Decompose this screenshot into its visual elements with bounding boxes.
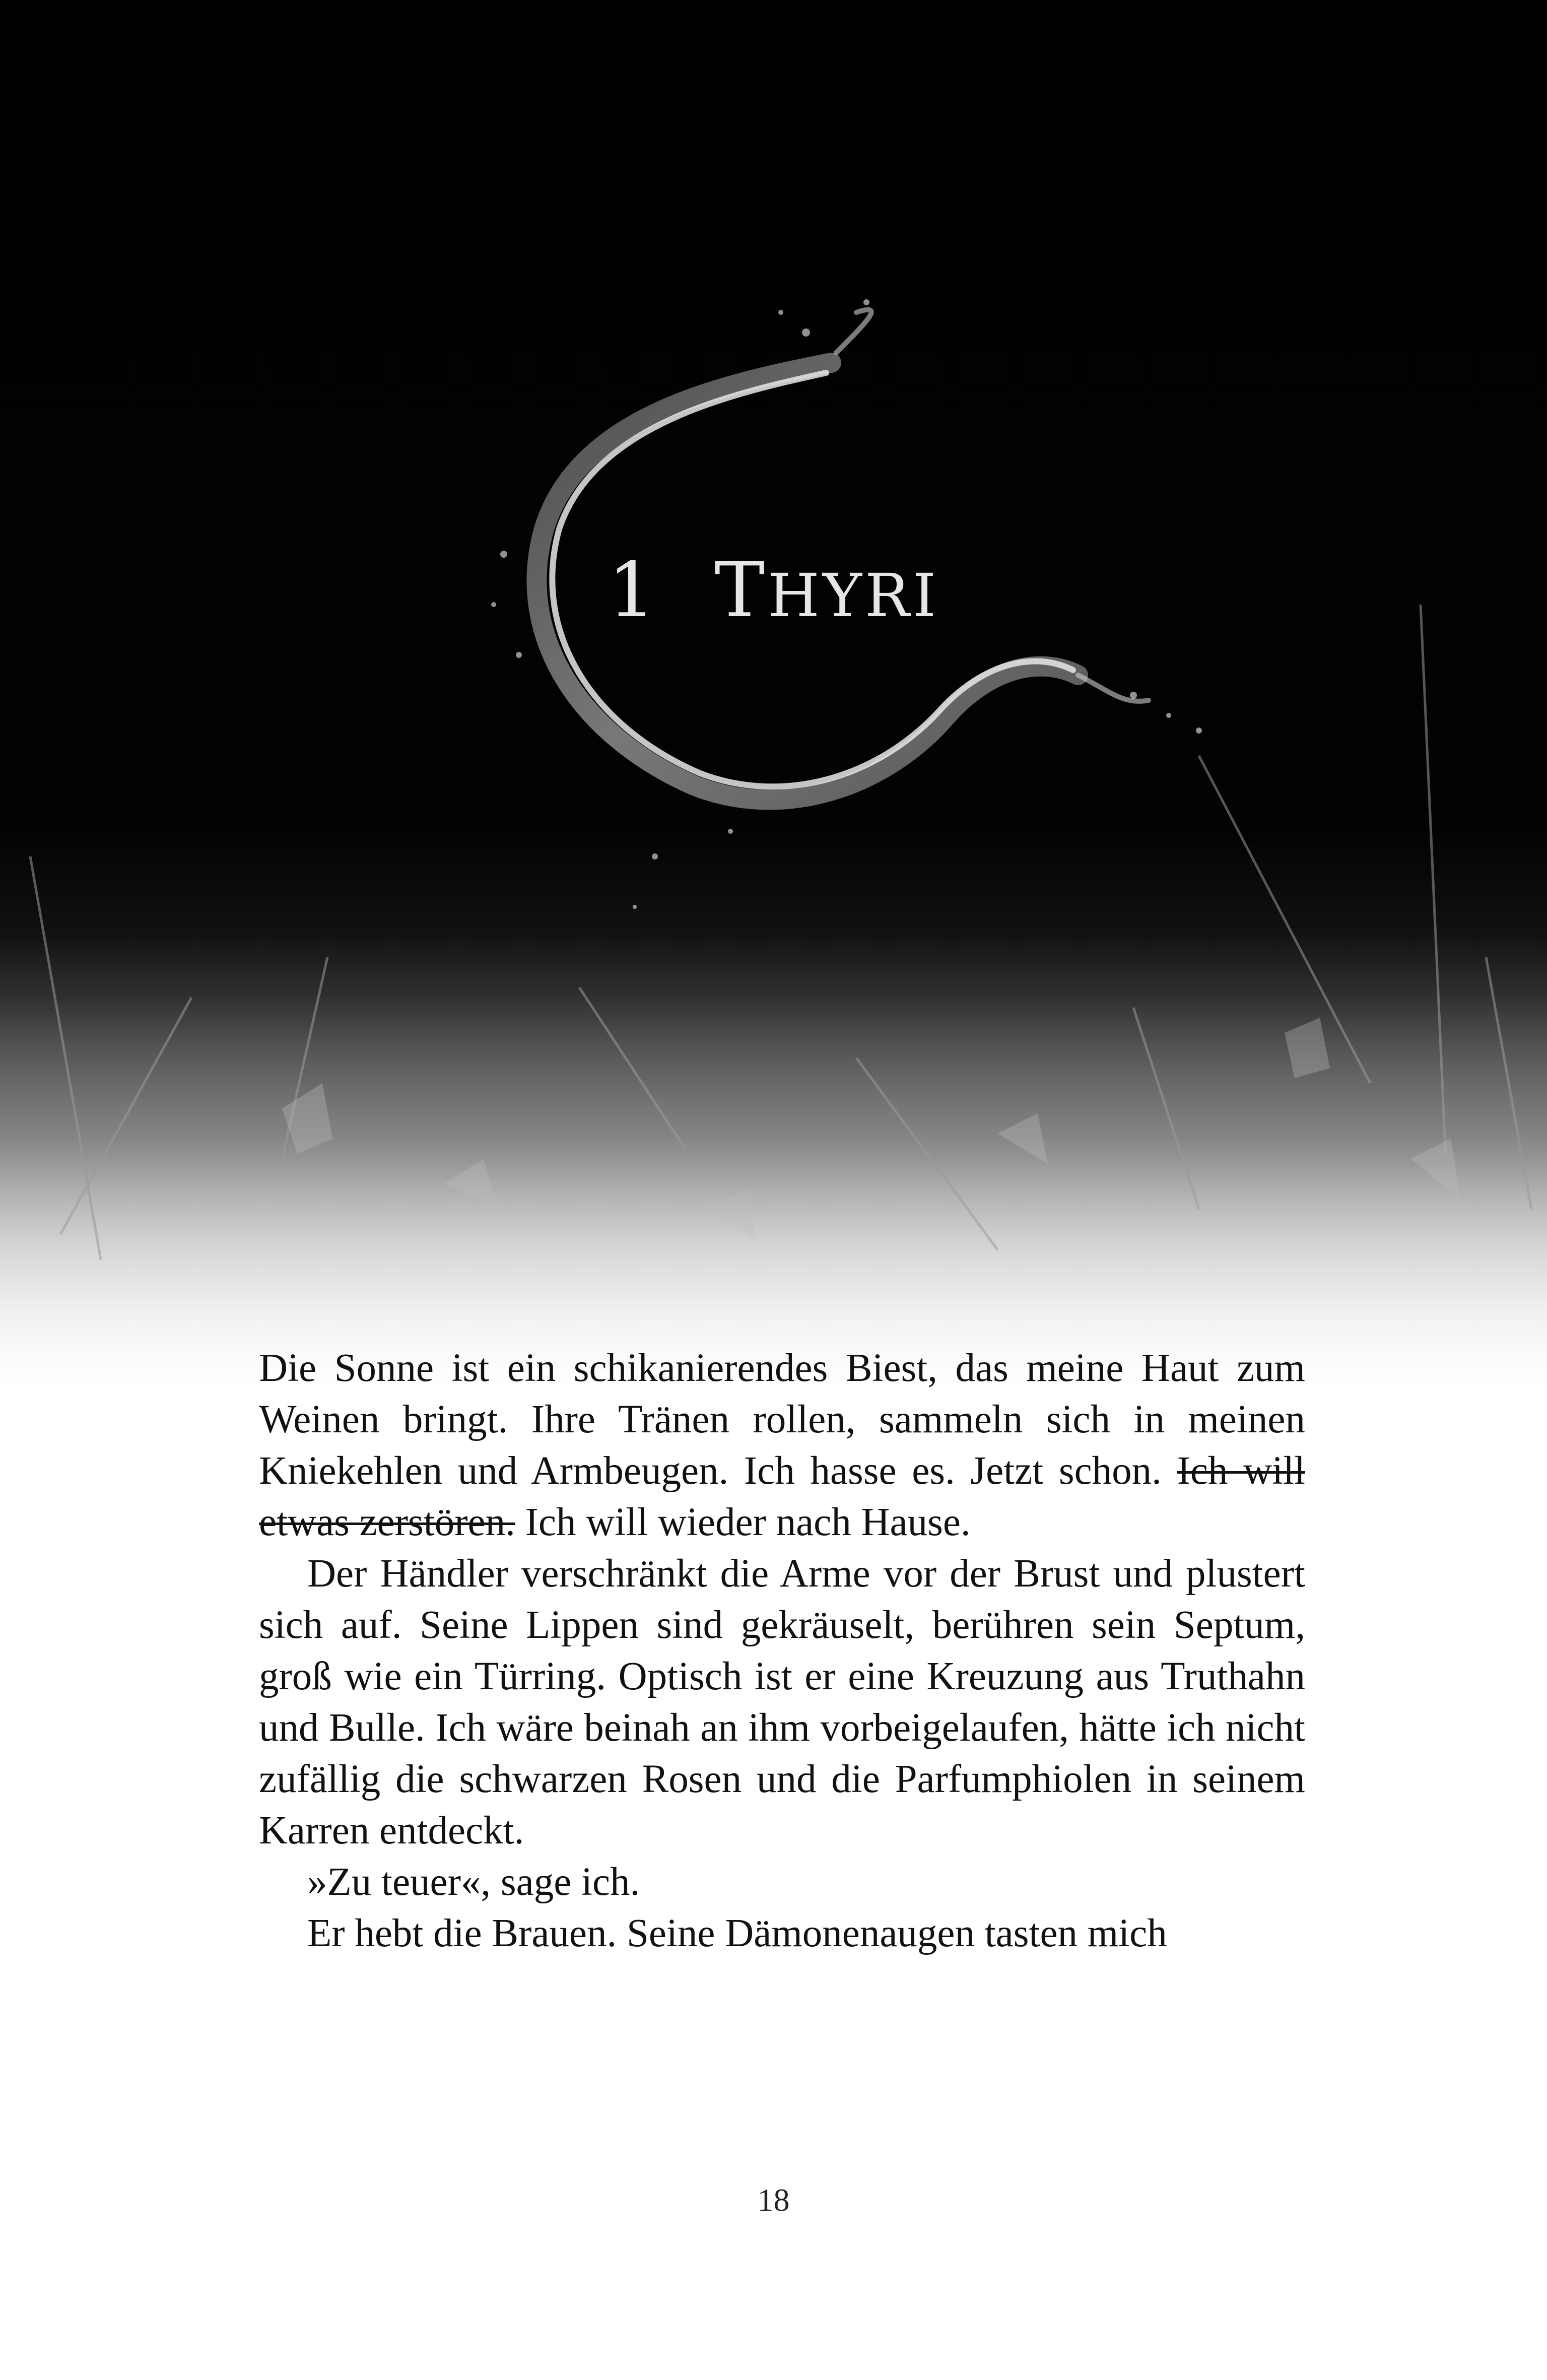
paragraph-1: [259, 1343, 1305, 1548]
paragraph-3: »Zu teuer«, sage ich.: [307, 1860, 640, 1904]
page-number: 18: [757, 2182, 790, 2218]
body-text: [259, 1343, 1305, 1959]
chapter-title-rest: HYRI: [768, 561, 939, 630]
chapter-heading: [0, 547, 1547, 634]
paragraph-1-after: Ich will wieder nach Hause.: [515, 1500, 971, 1544]
paragraph-1-before: Die Sonne ist ein schikanierendes Biest, das meine Haut zum Weinen bringt. Ihre Tränen rollen, sammeln sich in meinen Kniekehlen und Armbeugen. Ich hasse es. Jetzt schon.: [259, 1346, 1305, 1493]
chapter-title-initial: T: [714, 547, 768, 634]
struck-sentence: Ich will etwas zerstören.: [259, 1449, 1305, 1544]
chapter-number: 1: [608, 547, 659, 634]
paragraph-4: Er hebt die Brauen. Seine Dämonenaugen tasten mich: [307, 1911, 1167, 1955]
paragraph-2: Der Händler verschränkt die Arme vor der Brust und plustert sich auf. Seine Lippen sind gekräuselt, berühren sein Septum, groß wie ein Türring. Optisch ist er eine Kreuzung aus Truthahn und Bulle. Ich wäre beinah an ihm vorbeigelaufen, hätte ich nicht zufällig die schwarzen Rosen und die Parfumphiolen in seinem Karren entdeckt.: [259, 1552, 1305, 1853]
